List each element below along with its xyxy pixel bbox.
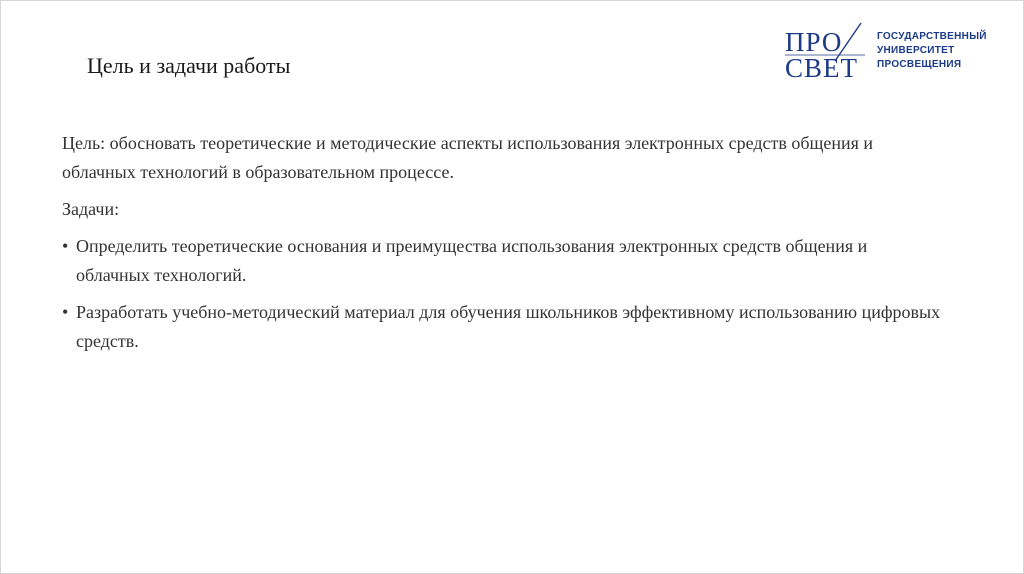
tasks-label: Задачи: [62, 199, 120, 219]
logo-mark-line-2: СВЕТ [785, 53, 859, 83]
slide-title: Цель и задачи работы [87, 53, 291, 78]
prosvet-logo-mark [781, 21, 873, 85]
logo-text [877, 30, 987, 72]
task-text: Определить теоретические основания и преимущества использования электронных средств общения и облачных технологий. [76, 236, 868, 285]
task-item [62, 298, 942, 356]
task-item [62, 232, 942, 290]
logo-text-line-1: ГОСУДАРСТВЕННЫЙ [877, 31, 987, 42]
logo-slash-icon [781, 21, 873, 85]
bullet-icon: • [62, 236, 69, 256]
bullet-icon: • [62, 302, 69, 322]
logo-text-line-3: ПРОСВЕЩЕНИЯ [877, 59, 962, 70]
logo-text-line-2: УНИВЕРСИТЕТ [877, 45, 955, 56]
logo-mark-line-1: ПРО [785, 27, 843, 57]
goal-paragraph: Цель: обосновать теоретические и методические аспекты использования электронных средств общения и облачных технологий в образовательном процессе. [62, 133, 874, 182]
task-text: Разработать учебно-методический материал для обучения школьников эффективному использованию цифровых средств. [76, 302, 941, 351]
university-logo [781, 21, 991, 85]
slide-body [62, 129, 942, 364]
